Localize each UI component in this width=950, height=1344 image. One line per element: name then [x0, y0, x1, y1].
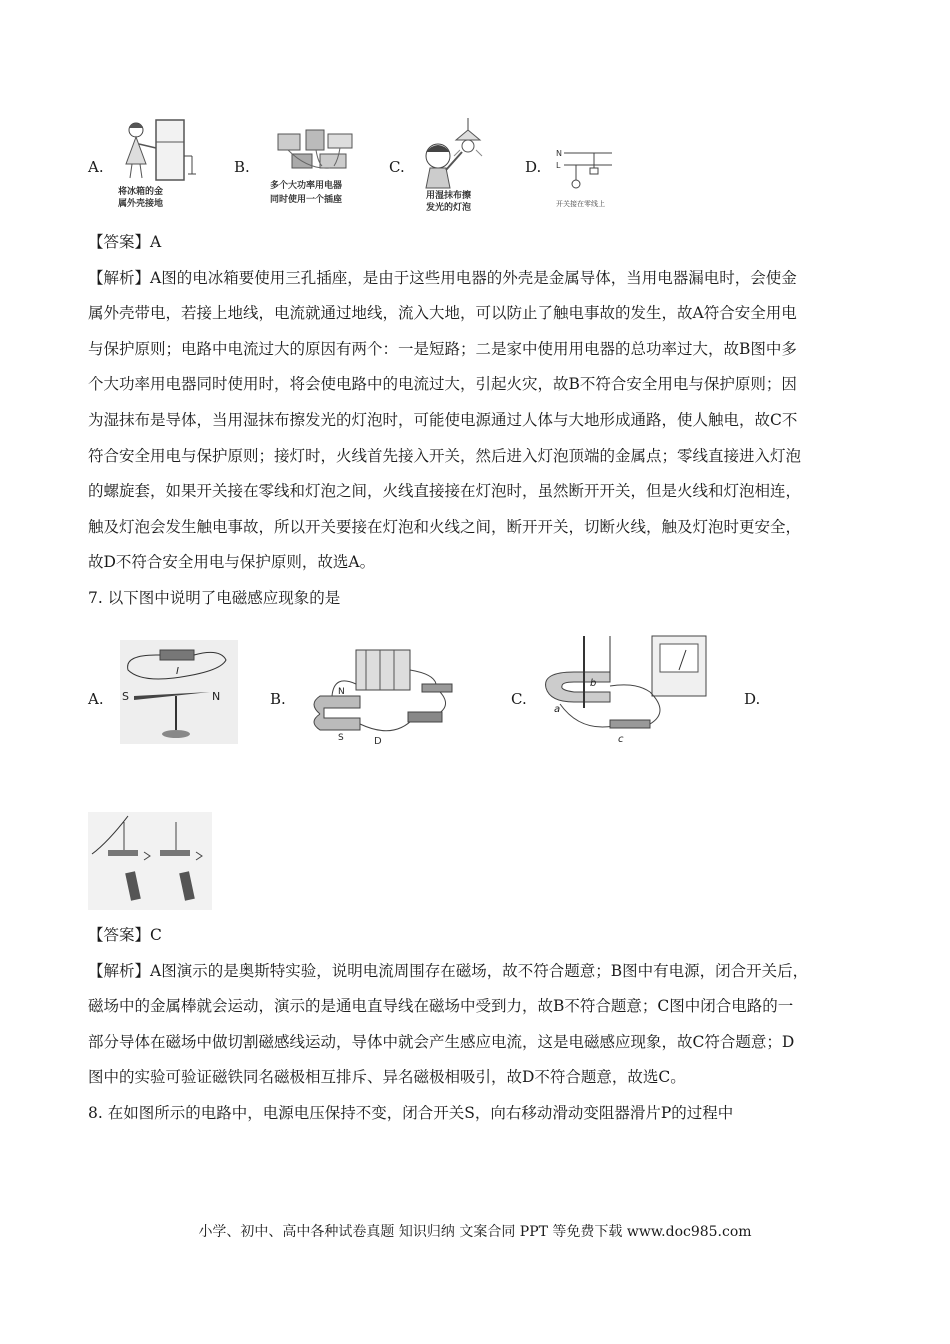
q7-analysis-line-4: 图中的实验可验证磁铁同名磁极相互排斥、异名磁极相吸引，故D不符合题意，故选C。	[88, 1068, 686, 1087]
q7-option-b-s-label: S	[338, 733, 344, 743]
q7-option-c-a-label: a	[554, 704, 561, 715]
q7-analysis-line-2: 磁场中的金属棒就会运动，演示的是通电直导线在磁场中受到力，故B不符合题意；C图中闭合电路的一	[88, 997, 794, 1016]
q6-option-b-caption1: 多个大功率用电器	[270, 181, 343, 191]
q6-option-c-caption2: 发光的灯泡	[426, 203, 472, 212]
q6-analysis-line-5: 为湿抹布是导体，当用湿抹布擦发光的灯泡时，可能使电源通过人体与大地形成通路，使人触电，故C不	[88, 410, 798, 429]
q6-answer: 【答案】A	[88, 233, 162, 251]
q7-option-a-s-label: S	[122, 690, 129, 703]
q7-analysis-line-1: 【解析】A图演示的是奥斯特实验，说明电流周围存在磁场，故不符合题意；B图中有电源，闭合开关后，	[88, 961, 809, 980]
page-footer: 小学、初中、高中各种试卷真题 知识归纳 文案合同 PPT 等免费下载 www.doc985.com	[198, 1224, 752, 1240]
q6-option-b-image	[268, 126, 368, 216]
q7-answer-block	[88, 918, 868, 1132]
q6-option-a-caption2: 属外壳接地	[118, 199, 164, 209]
q7-option-a-current-label: I	[176, 666, 179, 677]
q6-option-d-n-label: N	[556, 149, 562, 158]
q7-option-d-letter: D.	[744, 690, 761, 708]
q7-option-c-image	[540, 632, 712, 750]
q6-analysis-line-7: 的螺旋套，如果开关接在零线和灯泡之间，火线直接接在灯泡时，虽然断开开关，但是火线和灯泡相连，	[88, 482, 802, 501]
q7-option-a-image	[120, 640, 238, 748]
q6-option-c-caption1: 用湿抹布擦	[426, 191, 472, 201]
q7-option-d-image	[88, 812, 212, 914]
q6-analysis-line-6: 符合安全用电与保护原则；接灯时，火线首先接入开关，然后进入灯泡顶端的金属点；零线直接进入灯泡	[88, 446, 802, 465]
q7-option-b-n-label: N	[338, 687, 345, 697]
q6-analysis-line-2: 属外壳带电，若接上地线，电流就通过地线，流入大地，可以防止了触电事故的发生，故A符合安全用电	[88, 304, 797, 323]
q7-option-c-letter: C.	[511, 690, 527, 708]
q6-option-c-image	[416, 118, 490, 216]
q6-option-b-letter: B.	[234, 158, 250, 176]
q7-option-b-d-label: D	[374, 736, 382, 744]
q6-option-d-letter: D.	[525, 158, 542, 176]
q6-option-d-l-label: L	[556, 161, 561, 170]
q7-option-c-b-label: b	[590, 678, 597, 689]
q6-analysis-line-4: 个大功率用电器同时使用时，将会使电路中的电流过大，引起火灾，故B不符合安全用电与保护原则；因	[88, 375, 797, 394]
q6-option-d-image	[554, 146, 620, 216]
q6-analysis-line-3: 与保护原则；电路中电流过大的原因有两个：一是短路；二是家中使用用电器的总功率过大，故B图中多	[88, 339, 797, 358]
q6-analysis-line-8: 触及灯泡会发生触电事故，所以开关要接在灯泡和火线之间，断开开关，切断火线，触及灯泡时更安全，	[88, 517, 802, 536]
q6-option-d-caption: 开关接在零线上	[556, 200, 605, 208]
q7-option-a-letter: A.	[88, 690, 104, 708]
q6-answer-block	[88, 225, 868, 617]
q6-option-a-caption1: 将冰箱的金	[118, 187, 164, 197]
q7-answer: 【答案】C	[88, 926, 162, 944]
q6-analysis-line-9: 故D不符合安全用电与保护原则，故选A。	[88, 553, 376, 572]
q6-analysis-line-1: 【解析】A图的电冰箱要使用三孔插座，是由于这些用电器的外壳是金属导体，当用电器漏电时，会使金	[88, 268, 797, 287]
q6-option-a-letter: A.	[88, 158, 104, 176]
q7-option-b-letter: B.	[270, 690, 286, 708]
q7-stem: 7. 以下图中说明了电磁感应现象的是	[88, 588, 341, 607]
q8-stem: 8. 在如图所示的电路中，电源电压保持不变，闭合开关S，向右移动滑动变阻器滑片P的过程中	[88, 1103, 734, 1122]
q6-option-b-caption2: 同时使用一个插座	[270, 195, 343, 205]
q6-option-c-letter: C.	[389, 158, 405, 176]
q7-option-a-n-label: N	[212, 690, 221, 703]
q6-option-a-image	[112, 116, 196, 216]
q7-option-b-image	[304, 644, 464, 748]
q7-analysis-line-3: 部分导体在磁场中做切割磁感线运动，导体中就会产生感应电流，这是电磁感应现象，故C符合题意；D	[88, 1032, 795, 1051]
q7-option-c-c-label: c	[618, 734, 624, 745]
